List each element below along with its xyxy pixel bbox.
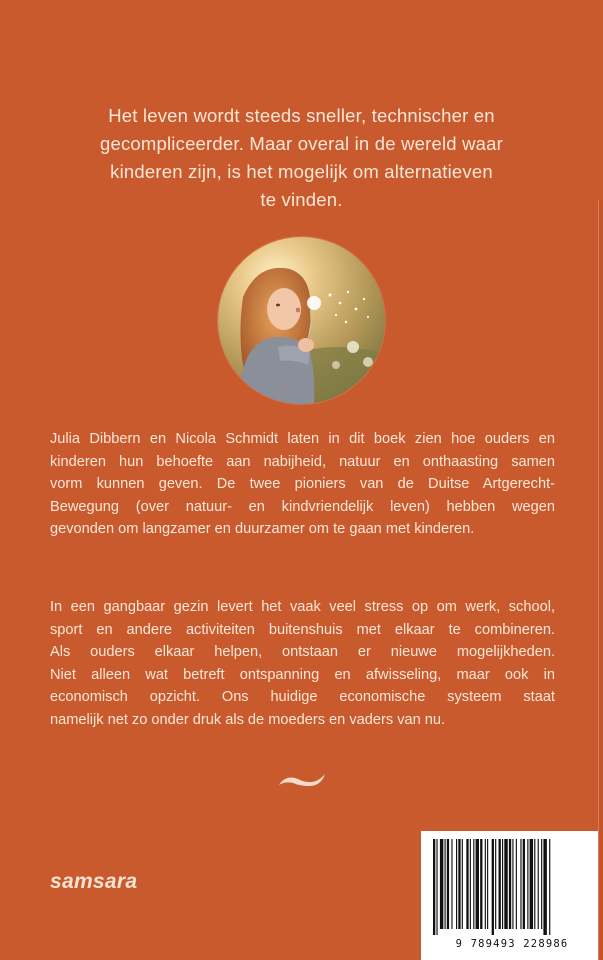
paragraph-line: vorm kunnen geven. De twee pioniers van de Duitse Artgerecht-	[50, 476, 555, 493]
paragraph-line: sport en andere activiteiten buitenshuis met elkaar te combineren.	[50, 621, 555, 638]
isbn-barcode	[421, 831, 603, 960]
paragraph-line: economisch opzicht. Ons huidige economische systeem staat	[50, 689, 555, 706]
publisher-logo: samsara	[50, 870, 138, 893]
barcode-bar	[466, 839, 468, 929]
barcode-bar	[476, 839, 479, 929]
barcode-bar	[543, 839, 546, 935]
girl-dandelion-photo	[218, 237, 385, 404]
barcode-bar	[527, 839, 528, 929]
barcode-bar	[436, 839, 437, 935]
intro-line: te vinden.	[260, 189, 343, 210]
barcode-bar	[504, 839, 507, 929]
barcode-bar	[458, 839, 460, 929]
barcode-bar	[462, 839, 463, 929]
barcode-bar	[492, 839, 494, 935]
paragraph-line: Bewegung (over natuur- en kindvriendelijk leven) hebben wegen	[50, 498, 555, 515]
paragraph-line: gevonden om langzamer en duurzamer om te gaan met kinderen.	[50, 521, 475, 538]
cover-edge	[598, 200, 603, 960]
paragraph-line: Niet alleen wat betreft ontspanning en afwisseling, maar ook in	[50, 666, 555, 683]
girl-blowing-dandelion-photo	[218, 237, 385, 404]
barcode-bar	[473, 839, 474, 929]
barcode-bar	[509, 839, 511, 929]
barcode-bar	[487, 839, 488, 929]
barcode-bar	[470, 839, 471, 929]
barcode-bar	[456, 839, 457, 929]
barcode-bar	[516, 839, 517, 929]
barcode-bar	[530, 839, 533, 929]
paragraph-authors	[50, 428, 555, 541]
barcode-bar	[485, 839, 486, 929]
intro-text	[60, 102, 543, 214]
barcode-bar	[440, 839, 443, 929]
intro-line: kinderen zijn, is het mogelijk om alternatieven	[110, 161, 493, 182]
paragraph-family	[50, 596, 555, 732]
barcode-bar	[520, 839, 521, 929]
paragraph-line: In een gangbaar gezin levert het vaak veel stress op om werk, school,	[50, 599, 555, 615]
intro-line: Het leven wordt steeds sneller, technischer en	[108, 105, 495, 126]
barcode-bar	[495, 839, 496, 929]
tilde-ornament-icon	[276, 770, 328, 792]
barcode-graphic	[429, 839, 595, 935]
paragraph-line: namelijk net zo onder druk als de moeders en vaders van nu.	[50, 711, 446, 728]
paragraph-line: Als ouders elkaar helpen, ontstaan er nieuwe mogelijkheden.	[50, 644, 555, 661]
barcode-bar	[499, 839, 501, 929]
barcode-bar	[534, 839, 535, 929]
barcode-bar	[549, 839, 550, 935]
barcode-bar	[445, 839, 446, 929]
paragraph-line: kinderen hun behoefte aan nabijheid, natuur en onthaasting samen	[50, 453, 555, 470]
barcode-bar	[451, 839, 452, 929]
barcode-bar	[447, 839, 449, 929]
barcode-bar	[512, 839, 513, 929]
barcode-bar	[502, 839, 503, 929]
paragraph-line: Julia Dibbern en Nicola Schmidt laten in dit boek zien hoe ouders en	[50, 431, 555, 447]
isbn-number: 9 789493 228986	[455, 938, 569, 950]
barcode-bar	[541, 839, 542, 929]
barcode-bar	[523, 839, 525, 929]
barcode-bar	[538, 839, 539, 929]
intro-line: gecompliceerder. Maar overal in de wereld waar	[99, 133, 504, 154]
barcode-bar	[480, 839, 482, 929]
barcode-bar	[433, 839, 435, 935]
